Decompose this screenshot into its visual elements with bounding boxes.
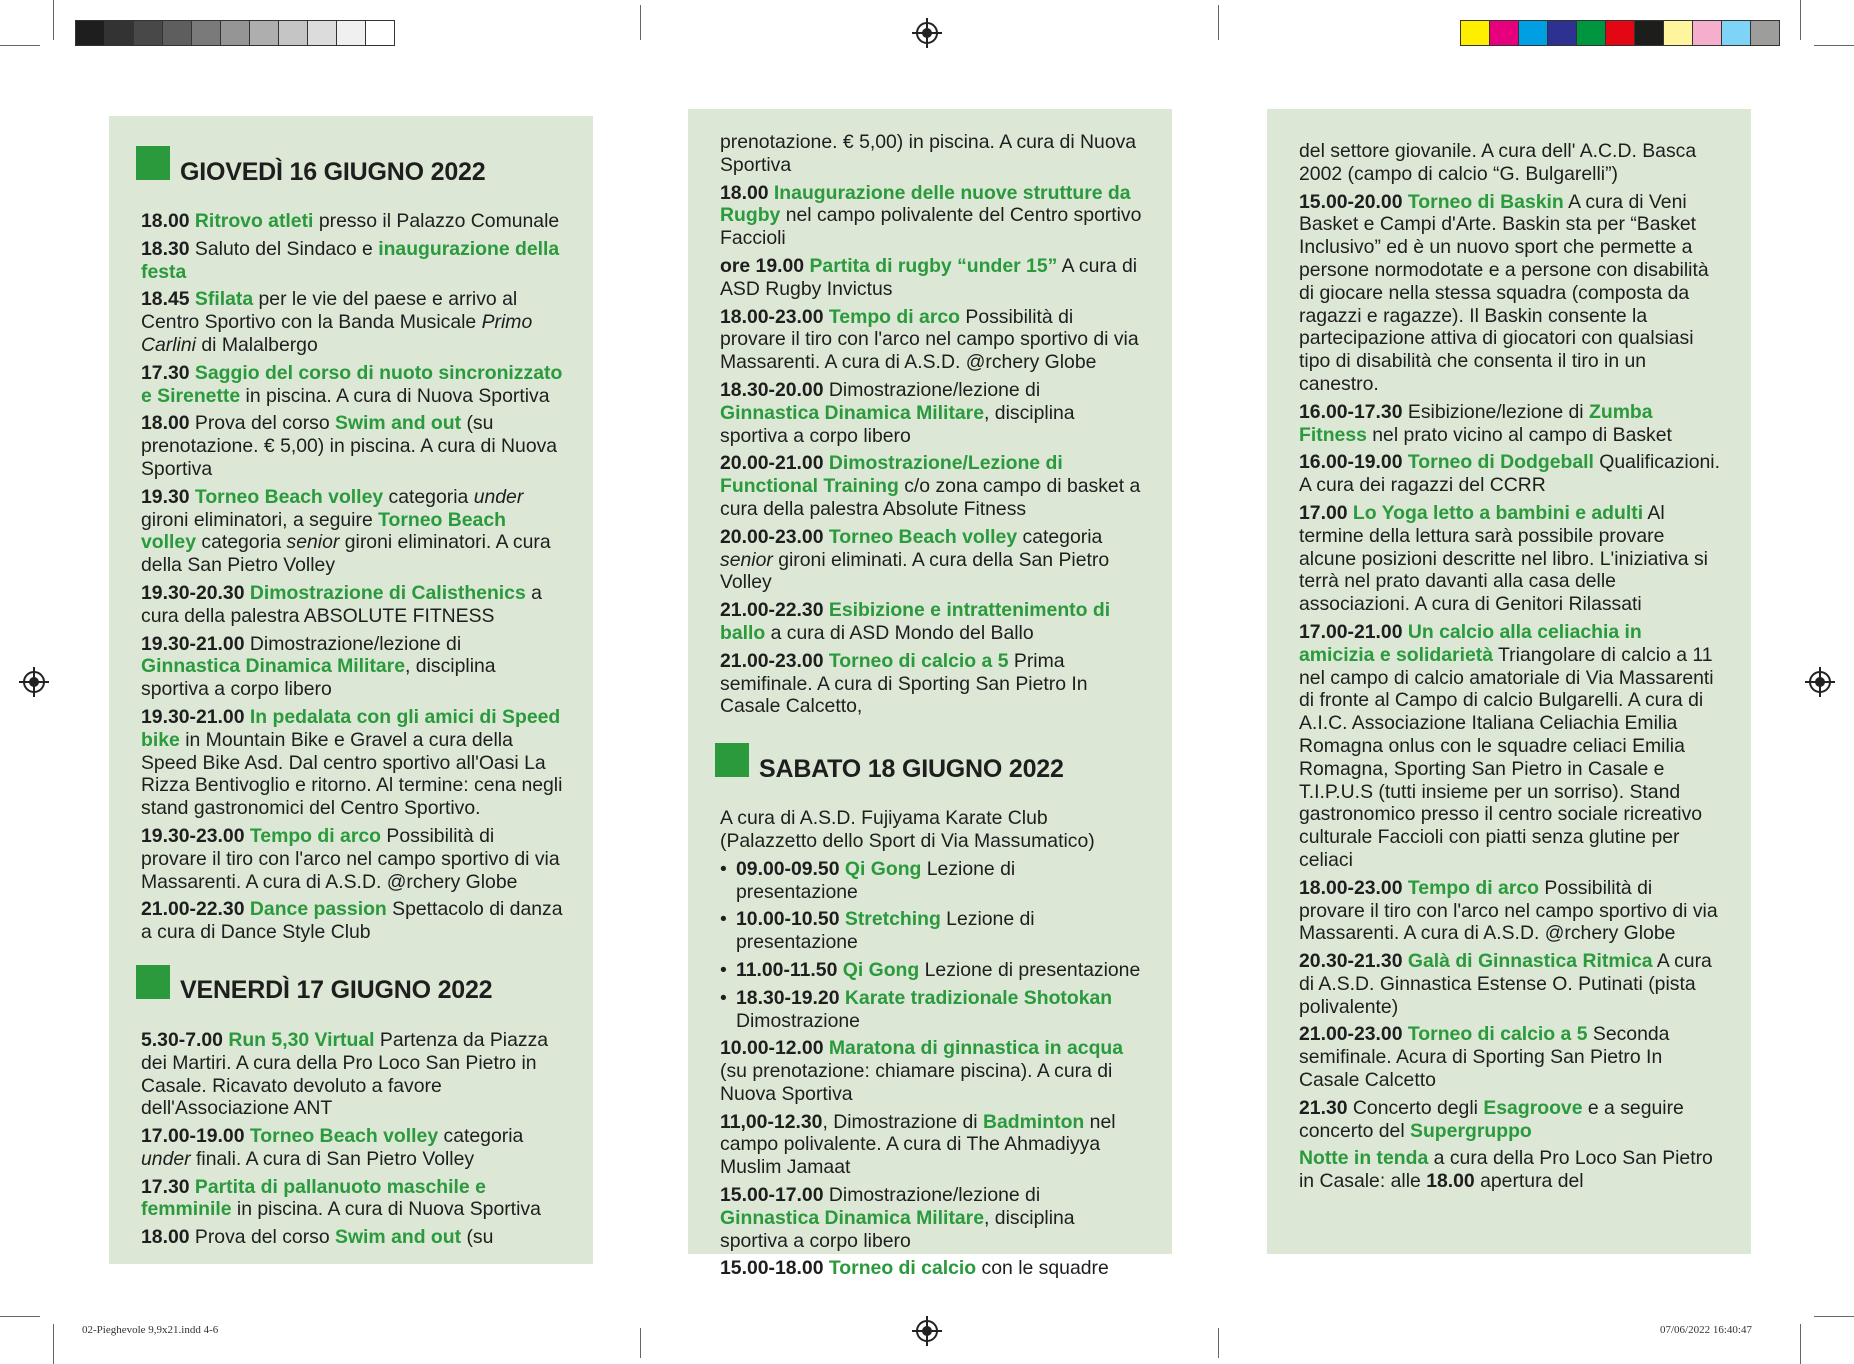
event-entry: 10.00-12.00 Maratona di ginnastica in acqua (su prenotazione: chiamare piscina). A cura di Nuova Sportiva [720,1037,1124,1105]
event-entry: 15.00-18.00 Torneo di calcio con le squadre [720,1257,1109,1280]
list-item: • 11.00-11.50 Qi Gong Lezione di presentazione [720,959,1142,982]
gray-swatch [75,20,105,46]
gray-swatch [365,20,395,46]
day-title: VENERDÌ 17 GIUGNO 2022 [180,976,493,1005]
day-header-saturday [715,743,1142,783]
event-entry: 5.30-7.00 Run 5,30 Virtual Partenza da Piazza dei Martiri. A cura della Pro Loco San Pietro in Casale. Ricavato devoluto a favore dell'Associazione ANT [141,1028,549,1120]
crop-mark [53,1324,54,1364]
event-entry: 15.00-17.00 Dimostrazione/lezione di Ginnastica Dinamica Militare, disciplina sportiva a corpo libero [720,1184,1075,1252]
color-swatch [1692,20,1722,46]
event-entry: 17.30 Partita di pallanuoto maschile e femminile in piscina. A cura di Nuova Sportiva [141,1175,541,1221]
color-swatch [1547,20,1577,46]
event-entry: 21.00-23.00 Torneo di calcio a 5 Prima semifinale. A cura di Sporting San Pietro In Casale Calcetto, [720,649,1088,718]
crop-mark [1218,1328,1219,1358]
gray-swatch [220,20,250,46]
gray-swatch [191,20,221,46]
event-entry: 17.30 Saggio del corso di nuoto sincronizzato e Sirenette in piscina. A cura di Nuova Sportiva [141,361,563,407]
event-entry: 21.30 Concerto degli Esagroove e a seguire concerto del Supergruppo [1299,1096,1684,1142]
event-entry: 21.00-22.30 Dance passion Spettacolo di danza a cura di Dance Style Club [141,898,563,944]
event-entry: 18.30 Saluto del Sindaco e inaugurazione della festa [141,237,560,283]
crop-mark [0,1316,40,1317]
gray-swatch [162,20,192,46]
crop-mark [53,0,54,40]
event-entry: 17.00-19.00 Torneo Beach volley categoria under finali. A cura di San Pietro Volley [141,1125,524,1170]
color-swatch [1460,20,1490,46]
event-entry: 18.00 Ritrovo atleti presso il Palazzo Comunale [141,210,560,232]
green-square-icon [715,743,749,777]
gray-swatch [104,20,134,46]
event-entry: Notte in tenda a cura della Pro Loco San Pietro in Casale: alle 18.00 apertura del [1299,1147,1713,1193]
crop-mark [1814,45,1854,46]
event-entry: 19.30-23.00 Tempo di arco Possibilità di provare il tiro con l'arco nel campo sportivo di via Massarenti. A cura di A.S.D. @rchery Globe [141,824,560,893]
gray-swatch [133,20,163,46]
gray-swatch [249,20,279,46]
gray-swatch [336,20,366,46]
day-header-friday [136,965,563,1005]
event-entry: 18.30-20.00 Dimostrazione/lezione di Ginnastica Dinamica Militare, disciplina sportiva a corpo libero [720,378,1075,447]
event-entry: prenotazione. € 5,00) in piscina. A cura di Nuova Sportiva [720,131,1137,176]
crop-mark [0,45,40,46]
crop-mark [1218,5,1219,40]
green-square-icon [136,146,170,180]
gray-swatch [278,20,308,46]
event-entry: 20.00-21.00 Dimostrazione/Lezione di Functional Training c/o zona campo di basket a cura della palestra Absolute Fitness [720,452,1141,520]
color-swatch [1518,20,1548,46]
event-entry: 18.45 Sfilata per le vie del paese e arrivo al Centro Sportivo con la Banda Musicale Primo Carlini di Malalbergo [141,288,533,356]
crop-mark [1800,0,1801,40]
crop-mark [640,1328,641,1358]
event-entry: 18.00 Prova del corso Swim and out (su prenotazione. € 5,00) in piscina. A cura di Nuova Sportiva [141,412,558,480]
color-swatch [1634,20,1664,46]
gray-swatch [307,20,337,46]
event-entry: 18.00-23.00 Tempo di arco Possibilità di provare il tiro con l'arco nel campo sportivo di via Massarenti. A cura di A.S.D. @rchery Globe [720,305,1139,374]
registration-mark-icon [23,671,45,693]
registration-mark-icon [1809,671,1831,693]
slug-timestamp: 07/06/2022 16:40:47 [1660,1324,1752,1336]
program-column-3 [1267,109,1751,1254]
color-swatch [1721,20,1751,46]
event-entry: 17.00 Lo Yoga letto a bambini e adulti Al termine della lettura sarà possibile provare alcune posizioni descritte nel libro. L'iniziativa si terrà nel prato davanti alla casa delle associazioni. A cura di Genitori Rilassati [1299,501,1708,616]
event-entry: 18.00 Inaugurazione delle nuove strutture da Rugby nel campo polivalente del Centro sportivo Faccioli [720,181,1142,250]
program-column-1 [109,116,593,1264]
event-entry: 11,00-12.30, Dimostrazione di Badminton nel campo polivalente. A cura di The Ahmadiyya Muslim Jamaat [720,1110,1116,1179]
color-swatch [1489,20,1519,46]
event-entry: 19.30 Torneo Beach volley categoria under gironi eliminatori, a seguire Torneo Beach volley categoria senior gironi eliminatori. A cura della San Pietro Volley [141,485,551,577]
color-swatch [1663,20,1693,46]
event-entry: 15.00-20.00 Torneo di Baskin A cura di Veni Basket e Campi d'Arte. Baskin sta per “Basket Inclusivo” ed è un nuovo sport che permette a persone normodotate e a persone con disabilità di giocare nella stessa squadra (composta da ragazzi e ragazze). Il Baskin consente la partecipazione attiva di giocatori con qualsiasi tipo di disabilità che consenta il tiro in un canestro. [1299,190,1709,395]
event-entry: ore 19.00 Partita di rugby “under 15” A cura di ASD Rugby Invictus [720,254,1138,300]
day-title: GIOVEDÌ 16 GIUGNO 2022 [180,157,486,186]
color-swatch [1576,20,1606,46]
day-title: SABATO 18 GIUGNO 2022 [759,754,1064,783]
slug-filename: 02-Pieghevole 9,9x21.indd 4-6 [82,1324,219,1336]
color-swatch [1750,20,1780,46]
green-square-icon [136,965,170,999]
list-item: • 09.00-09.50 Qi Gong Lezione di presentazione [720,858,1142,904]
event-entry: 18.00-23.00 Tempo di arco Possibilità di provare il tiro con l'arco nel campo sportivo di via Massarenti. A cura di A.S.D. @rchery Globe [1299,876,1718,945]
crop-mark [1814,1316,1854,1317]
event-entry: 19.30-21.00 Dimostrazione/lezione di Ginnastica Dinamica Militare, disciplina sportiva a corpo libero [141,632,496,701]
registration-mark-icon [916,22,938,44]
event-entry: 21.00-22.30 Esibizione e intrattenimento di ballo a cura di ASD Mondo del Ballo [720,599,1111,644]
list-item: • 10.00-10.50 Stretching Lezione di presentazione [720,908,1142,954]
event-entry: 17.00-21.00 Un calcio alla celiachia in amicizia e solidarietà Triangolare di calcio a 11 nel campo di calcio amatoriale di Via Massarenti di fronte al Campo di calcio Bulgarelli. A cura di A.I.C. Associazione Italiana Celiachia Emilia Romagna onlus con le squadre celiaci Emilia Romagna, Sporting San Pietro in Casale e T.I.P.U.S (tutti insieme per un sorriso). Stand gastronomico presso il centro sociale ricreativo culturale Faccioli con piatti senza glutine per celiaci [1299,620,1714,871]
event-entry: 19.30-20.30 Dimostrazione di Calisthenics a cura della palestra ABSOLUTE FITNESS [141,581,542,627]
registration-mark-icon [916,1320,938,1342]
event-entry: 18.00 Prova del corso Swim and out (su [141,1226,494,1249]
event-entry: 19.30-21.00 In pedalata con gli amici di Speed bike in Mountain Bike e Gravel a cura della Speed Bike Asd. Dal centro sportivo all'Oasi La Rizza Bentivoglio e ritorno. Al termine: cena negli stand gastronomici del Centro Sportivo. [141,705,563,820]
event-entry: 16.00-17.30 Esibizione/lezione di Zumba Fitness nel prato vicino al campo di Basket [1299,400,1672,446]
list-item: • 18.30-19.20 Karate tradizionale Shotokan Dimostrazione [720,987,1142,1033]
event-entry: del settore giovanile. A cura dell' A.C.D. Basca 2002 (campo di calcio “G. Bulgarelli”) [1299,140,1697,185]
day-header-thursday [136,146,563,186]
color-swatch [1605,20,1635,46]
event-entry: 21.00-23.00 Torneo di calcio a 5 Seconda semifinale. Acura di Sporting San Pietro In Casale Calcetto [1299,1023,1670,1092]
program-column-2 [688,109,1172,1280]
event-entry: 20.30-21.30 Galà di Ginnastica Ritmica A cura di A.S.D. Ginnastica Estense O. Putinati (pista polivalente) [1299,950,1712,1018]
crop-mark [640,5,641,40]
crop-mark [1800,1324,1801,1364]
event-entry: A cura di A.S.D. Fujiyama Karate Club (Palazzetto dello Sport di Via Massumatico) [720,807,1095,852]
event-entry: 20.00-23.00 Torneo Beach volley categoria senior gironi eliminati. A cura della San Pietro Volley [720,525,1110,594]
event-entry: 16.00-19.00 Torneo di Dodgeball Qualificazioni. A cura dei ragazzi del CCRR [1299,451,1721,497]
